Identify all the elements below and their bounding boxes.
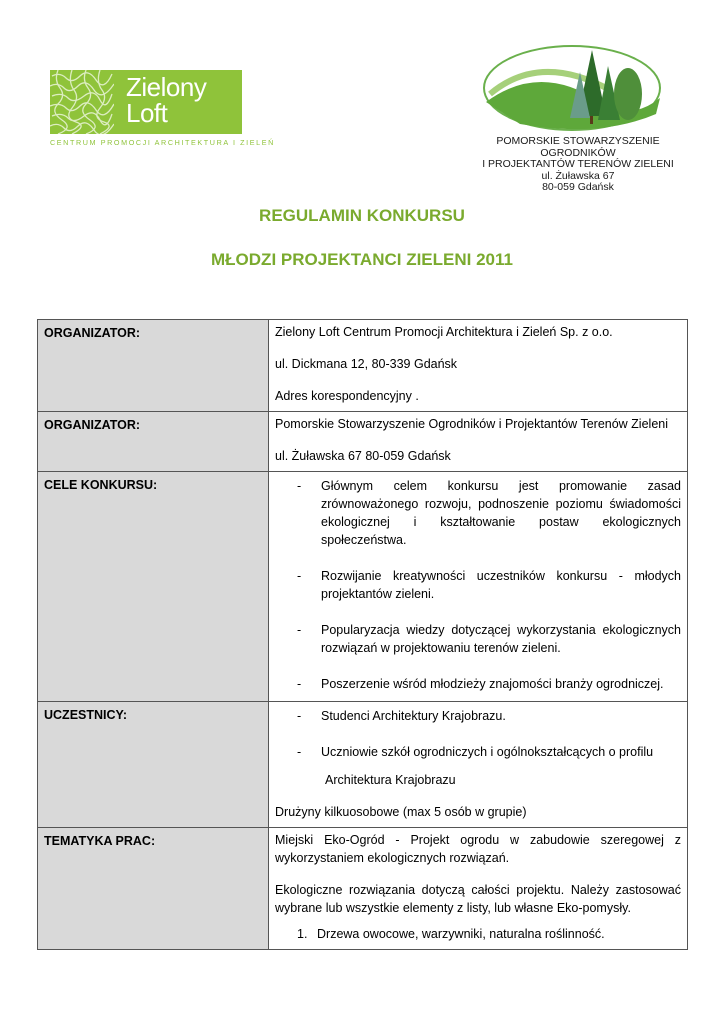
row-value <box>269 472 688 702</box>
row-label: UCZESTNICY: <box>38 702 269 828</box>
list-item: 1. Drzewa owocowe, warzywniki, naturalna roślinność. <box>297 927 605 941</box>
row-value <box>269 320 688 412</box>
list-item: - Poszerzenie wśród młodzieży znajomości branży ogrodniczej. <box>297 677 664 691</box>
organizer-address: ul. Żuławska 67 80-059 Gdańsk <box>275 449 451 463</box>
topic-description: Miejski Eko-Ogród - Projekt ogrodu w zabudowie szeregowej z wykorzystaniem ekologicznych rozwiązań. <box>275 833 681 865</box>
list-item: - Popularyzacja wiedzy dotyczącej wykorzystania ekologicznych rozwiązań w projektowaniu terenów zieleni. <box>297 623 681 655</box>
table-row <box>38 320 688 412</box>
organizer-address: ul. Dickmana 12, 80-339 Gdańsk <box>275 357 458 371</box>
leaf-pattern-icon <box>50 70 114 134</box>
competition-title: MŁODZI PROJEKTANCI ZIELENI 2011 <box>211 250 513 269</box>
team-size-note: Drużyny kilkuosobowe (max 5 osób w grupie) <box>275 805 527 819</box>
goals-list <box>275 477 681 693</box>
correspondence-address: Adres korespondencyjny . <box>275 389 419 403</box>
document-title: REGULAMIN KONKURSU <box>259 206 465 225</box>
participants-profile: Architektura Krajobrazu <box>325 773 456 787</box>
table-row <box>38 828 688 950</box>
tree-logo-icon <box>480 42 670 132</box>
row-label: CELE KONKURSU: <box>38 472 269 702</box>
topic-details: Ekologiczne rozwiązania dotyczą całości projektu. Należy zastosować wybrane lub wszystkie elementy z listy, lub własne Eko-pomysły. <box>275 883 681 915</box>
table-row <box>38 702 688 828</box>
row-label: TEMATYKA PRAC: <box>38 828 269 950</box>
organizer-name: Pomorskie Stowarzyszenie Ogrodników i Projektantów Terenów Zieleni <box>275 417 668 431</box>
list-item: - Głównym celem konkursu jest promowanie zasad zrównoważonego rozwoju, podnoszenie poziomu świadomości ekologicznej i kształtowanie postaw ekologicznych społeczeństwa. <box>297 479 681 547</box>
elements-list <box>275 925 681 943</box>
list-item: - Studenci Architektury Krajobrazu. <box>297 709 506 723</box>
organization-address: POMORSKIE STOWARZYSZENIE OGRODNIKÓW I PROJEKTANTÓW TERENÓW ZIELENI ul. Żuławska 67 80-059 Gdańsk <box>482 135 674 193</box>
logo-tagline: CENTRUM PROMOCJI ARCHITEKTURA I ZIELEŃ <box>50 138 275 147</box>
list-item: - Rozwijanie kreatywności uczestników konkursu - młodych projektantów zieleni. <box>297 569 681 601</box>
row-label: ORGANIZATOR: <box>38 412 269 472</box>
row-value <box>269 412 688 472</box>
list-item: - Uczniowie szkół ogrodniczych i ogólnokształcących o profilu <box>297 745 654 759</box>
organizer-name: Zielony Loft Centrum Promocji Architektura i Zieleń Sp. z o.o. <box>275 325 613 339</box>
table-row <box>38 472 688 702</box>
zielony-loft-logo <box>50 70 242 134</box>
logo-name: Zielony Loft <box>126 72 207 128</box>
row-label: ORGANIZATOR: <box>38 320 269 412</box>
row-value <box>269 828 688 950</box>
row-value <box>269 702 688 828</box>
rules-table <box>37 319 688 950</box>
participants-list <box>275 707 681 761</box>
table-row <box>38 412 688 472</box>
